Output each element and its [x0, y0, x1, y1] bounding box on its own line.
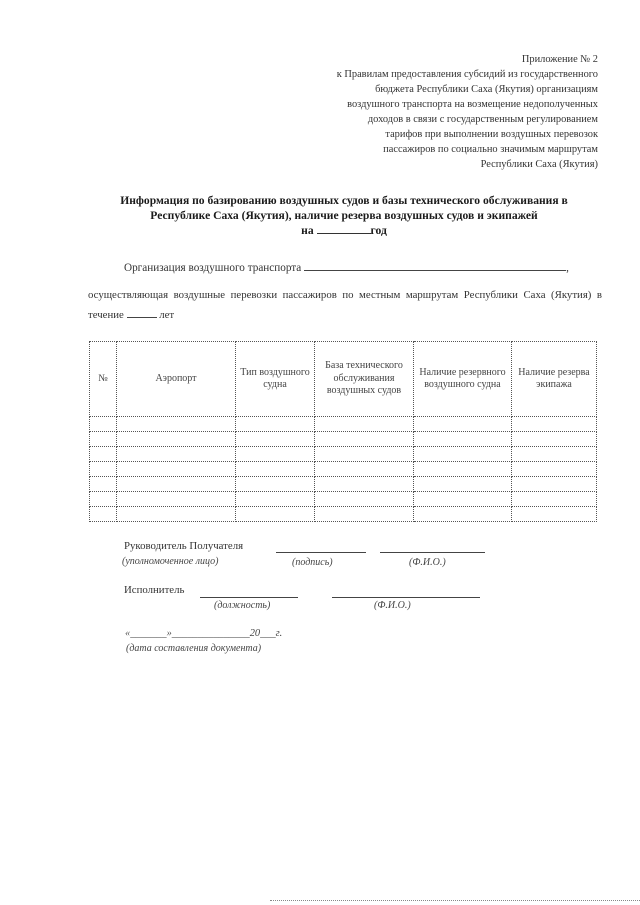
table-cell[interactable] — [117, 477, 236, 492]
table-row — [90, 477, 597, 492]
carrier-text: осуществляющая воздушные перевозки пассажиров по местным маршрутам Республики Саха (Якутия) в течение — [88, 289, 602, 321]
head-authorized-caption: (уполномоченное лицо) — [122, 556, 219, 567]
table-cell[interactable] — [236, 417, 315, 432]
title-line-1: Информация по базированию воздушных судов и базы технического обслуживания в — [120, 194, 568, 207]
title-line-3 — [88, 223, 600, 239]
table-cell[interactable] — [512, 492, 597, 507]
head-name-field[interactable] — [380, 552, 485, 553]
executor-position-field[interactable] — [200, 597, 298, 598]
table-row — [90, 432, 597, 447]
table-cell[interactable] — [512, 462, 597, 477]
table-cell[interactable] — [117, 462, 236, 477]
table-cell[interactable] — [512, 477, 597, 492]
table-cell[interactable] — [90, 507, 117, 522]
annex-line: Республики Саха (Якутия) — [480, 159, 598, 170]
table-cell[interactable] — [90, 432, 117, 447]
table-cell[interactable] — [414, 417, 512, 432]
table-cell[interactable] — [90, 462, 117, 477]
position-caption: (должность) — [214, 600, 271, 611]
organization-label: Организация воздушного транспорта — [124, 262, 302, 274]
table-cell[interactable] — [315, 492, 414, 507]
table-cell[interactable] — [414, 432, 512, 447]
head-name-caption: (Ф.И.О.) — [409, 557, 446, 568]
table-cell[interactable] — [236, 507, 315, 522]
scan-edge-divider — [270, 900, 640, 901]
column-header-aircraft-type: Тип воздушного судна — [236, 342, 315, 417]
column-header-maintenance-base: База технического обслуживания воздушных судов — [315, 342, 414, 417]
head-label: Руководитель Получателя — [124, 540, 244, 552]
table-cell[interactable] — [90, 492, 117, 507]
column-header-airport: Аэропорт — [117, 342, 236, 417]
table-cell[interactable] — [117, 492, 236, 507]
table-cell[interactable] — [315, 417, 414, 432]
table-cell[interactable] — [414, 462, 512, 477]
table-header-row — [90, 342, 597, 417]
table-row — [90, 417, 597, 432]
title-line-2: Республике Саха (Якутия), наличие резерва воздушных судов и экипажей — [150, 208, 538, 222]
document-title — [88, 194, 600, 239]
table-cell[interactable] — [315, 477, 414, 492]
organization-line-end: , — [566, 262, 569, 274]
table-cell[interactable] — [236, 462, 315, 477]
table-cell[interactable] — [236, 432, 315, 447]
table-cell[interactable] — [117, 432, 236, 447]
executor-label: Исполнитель — [124, 584, 185, 596]
table-cell[interactable] — [236, 447, 315, 462]
column-header-reserve-crew: Наличие резерва экипажа — [512, 342, 597, 417]
aircraft-base-table — [89, 341, 597, 522]
annex-reference — [238, 52, 598, 172]
column-header-number: № — [90, 342, 117, 417]
annex-line: воздушного транспорта на возмещение недополученных — [347, 99, 598, 110]
table-cell[interactable] — [90, 477, 117, 492]
table-cell[interactable] — [414, 492, 512, 507]
year-blank-field[interactable] — [317, 223, 371, 234]
table-cell[interactable] — [236, 492, 315, 507]
annex-line: бюджета Республики Саха (Якутия) организациям — [375, 84, 598, 95]
table-cell[interactable] — [236, 477, 315, 492]
annex-line: тарифов при выполнении воздушных перевозок — [385, 129, 598, 140]
date-field[interactable]: «_______»_______________20___г. — [125, 628, 283, 639]
table-cell[interactable] — [315, 447, 414, 462]
table-row — [90, 507, 597, 522]
years-blank-field[interactable] — [127, 307, 157, 318]
table-cell[interactable] — [315, 507, 414, 522]
executor-name-caption: (Ф.И.О.) — [374, 600, 411, 611]
table-row — [90, 447, 597, 462]
table-row — [90, 462, 597, 477]
table-cell[interactable] — [414, 477, 512, 492]
table-cell[interactable] — [315, 432, 414, 447]
table-cell[interactable] — [117, 507, 236, 522]
table-cell[interactable] — [117, 417, 236, 432]
table-cell[interactable] — [315, 462, 414, 477]
carrier-text-end: лет — [159, 309, 175, 321]
table-cell[interactable] — [512, 432, 597, 447]
column-header-reserve-aircraft: Наличие резервного воздушного судна — [414, 342, 512, 417]
title-year-prefix: на — [301, 224, 314, 237]
signature-caption: (подпись) — [292, 557, 333, 568]
annex-line: пассажиров по социально значимым маршрутам — [383, 144, 598, 155]
annex-number: Приложение № 2 — [521, 54, 598, 65]
head-signature-field[interactable] — [276, 552, 366, 553]
table-cell[interactable] — [512, 417, 597, 432]
table-cell[interactable] — [512, 507, 597, 522]
carrier-paragraph — [88, 285, 602, 325]
annex-line: доходов в связи с государственным регулированием — [367, 114, 598, 125]
table-cell[interactable] — [414, 507, 512, 522]
organization-blank-field[interactable] — [304, 259, 566, 271]
date-caption: (дата составления документа) — [126, 643, 262, 654]
title-year-suffix: год — [370, 224, 387, 237]
table-cell[interactable] — [117, 447, 236, 462]
table-cell[interactable] — [90, 447, 117, 462]
table-cell[interactable] — [90, 417, 117, 432]
annex-line: к Правилам предоставления субсидий из государственного — [336, 69, 598, 80]
organization-line — [124, 259, 604, 274]
executor-name-field[interactable] — [332, 597, 480, 598]
table-cell[interactable] — [414, 447, 512, 462]
table-row — [90, 492, 597, 507]
table-cell[interactable] — [512, 447, 597, 462]
